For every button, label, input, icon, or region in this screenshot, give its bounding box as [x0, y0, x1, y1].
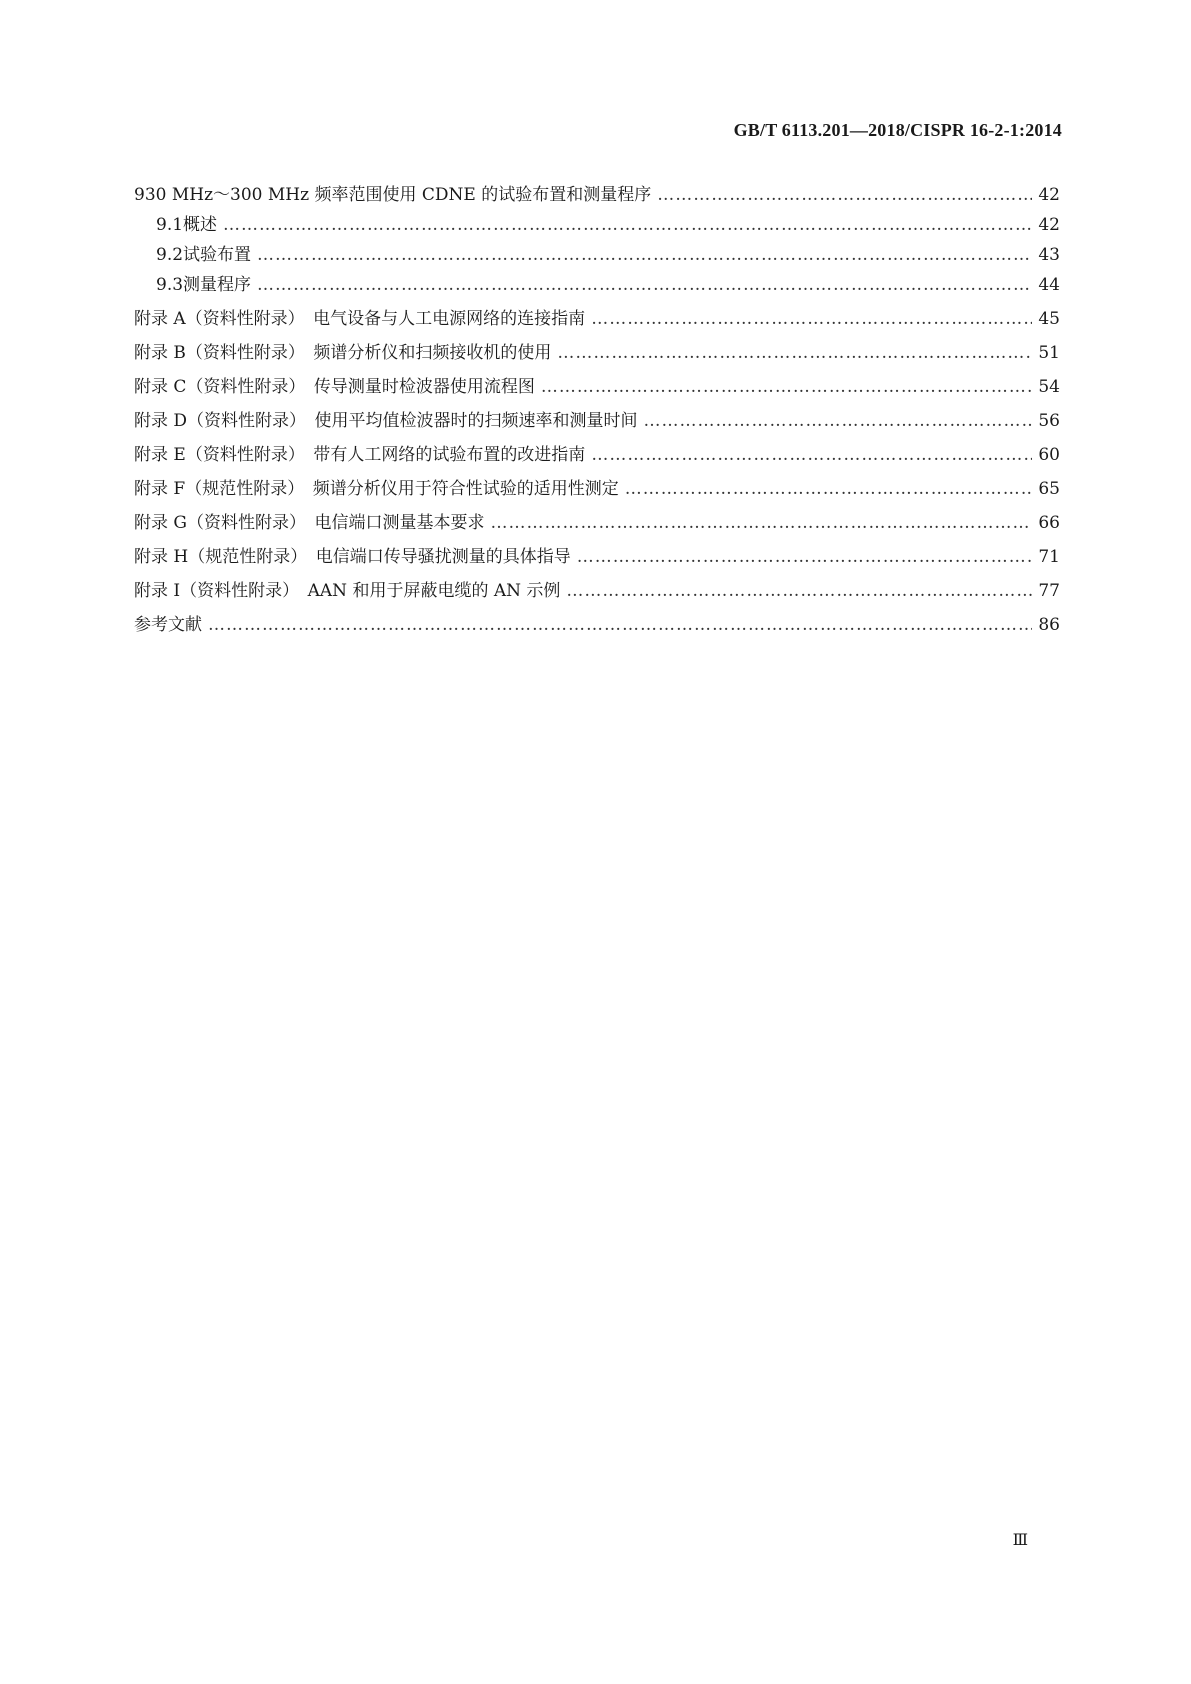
toc-entry-page: 42 — [1038, 215, 1060, 235]
toc-entry-annex-d[interactable] — [134, 406, 1060, 431]
toc-entry-page: 60 — [1038, 445, 1060, 465]
toc-entry-title: 附录 H（规范性附录） 电信端口传导骚扰测量的具体指导 — [134, 547, 571, 567]
standard-code-header: GB/T 6113.201—2018/CISPR 16-2-1:2014 — [733, 120, 1062, 140]
dot-leader — [625, 479, 1032, 499]
page-number: Ⅲ — [1012, 1532, 1028, 1549]
toc-entry-page: 66 — [1038, 513, 1060, 533]
toc-entry-page: 42 — [1038, 185, 1060, 205]
toc-entry-title: 测量程序 — [183, 275, 252, 295]
toc-entry-page: 43 — [1038, 245, 1060, 265]
toc-entry-page: 77 — [1038, 581, 1060, 601]
toc-entry-title: 参考文献 — [134, 615, 202, 635]
toc-entry-title: 附录 A（资料性附录） 电气设备与人工电源网络的连接指南 — [134, 309, 586, 329]
toc-entry-page: 51 — [1038, 343, 1060, 363]
toc-entry[interactable] — [134, 240, 1060, 265]
toc-entry-page: 56 — [1038, 411, 1060, 431]
toc-entry-page: 65 — [1038, 479, 1060, 499]
toc-entry-number: 9.2 — [156, 245, 184, 265]
toc-entry-title: 概述 — [183, 215, 218, 235]
dot-leader — [657, 185, 1032, 205]
toc-entry-annex-b[interactable] — [134, 338, 1060, 363]
toc-entry-annex-i[interactable] — [134, 576, 1060, 601]
toc-entry-title: 附录 I（资料性附录） AAN 和用于屏蔽电缆的 AN 示例 — [134, 581, 561, 601]
toc-entry-number: 9 — [134, 185, 145, 205]
toc-entry-page: 71 — [1038, 547, 1060, 567]
dot-leader — [208, 615, 1032, 635]
dot-leader — [591, 309, 1032, 329]
dot-leader — [577, 547, 1032, 567]
toc-entry-bibliography[interactable] — [134, 610, 1060, 635]
toc-entry-page: 86 — [1038, 615, 1060, 635]
toc-entry-title: 附录 F（规范性附录） 频谱分析仪用于符合性试验的适用性测定 — [134, 479, 619, 499]
toc-entry-page: 44 — [1038, 275, 1060, 295]
toc-entry-annex-g[interactable] — [134, 508, 1060, 533]
dot-leader — [566, 581, 1032, 601]
toc-entry[interactable] — [134, 180, 1060, 205]
toc-entry[interactable] — [134, 270, 1060, 295]
toc-entry-number: 9.1 — [156, 215, 184, 235]
toc-entry-annex-a[interactable] — [134, 304, 1060, 329]
dot-leader — [257, 245, 1032, 265]
toc-entry-title: 附录 G（资料性附录） 电信端口测量基本要求 — [134, 513, 485, 533]
toc-entry-annex-e[interactable] — [134, 440, 1060, 465]
dot-leader — [557, 343, 1032, 363]
dot-leader — [223, 215, 1032, 235]
dot-leader — [541, 377, 1032, 397]
toc-entry-title: 附录 C（资料性附录） 传导测量时检波器使用流程图 — [134, 377, 535, 397]
dot-leader — [257, 275, 1032, 295]
toc-entry-annex-f[interactable] — [134, 474, 1060, 499]
dot-leader — [644, 411, 1032, 431]
toc-entry-title: 试验布置 — [183, 245, 252, 265]
toc-entry-annex-h[interactable] — [134, 542, 1060, 567]
dot-leader — [591, 445, 1032, 465]
toc-entry-annex-c[interactable] — [134, 372, 1060, 397]
dot-leader — [490, 513, 1032, 533]
toc-entry-page: 45 — [1038, 309, 1060, 329]
toc-entry-title: 30 MHz～300 MHz 频率范围使用 CDNE 的试验布置和测量程序 — [144, 185, 652, 205]
toc-entry-title: 附录 B（资料性附录） 频谱分析仪和扫频接收机的使用 — [134, 343, 552, 363]
toc-entry-title: 附录 D（资料性附录） 使用平均值检波器时的扫频速率和测量时间 — [134, 411, 638, 431]
toc-entry[interactable] — [134, 210, 1060, 235]
toc-entry-number: 9.3 — [156, 275, 184, 295]
toc-entry-title: 附录 E（资料性附录） 带有人工网络的试验布置的改进指南 — [134, 445, 586, 465]
toc-entry-page: 54 — [1038, 377, 1060, 397]
